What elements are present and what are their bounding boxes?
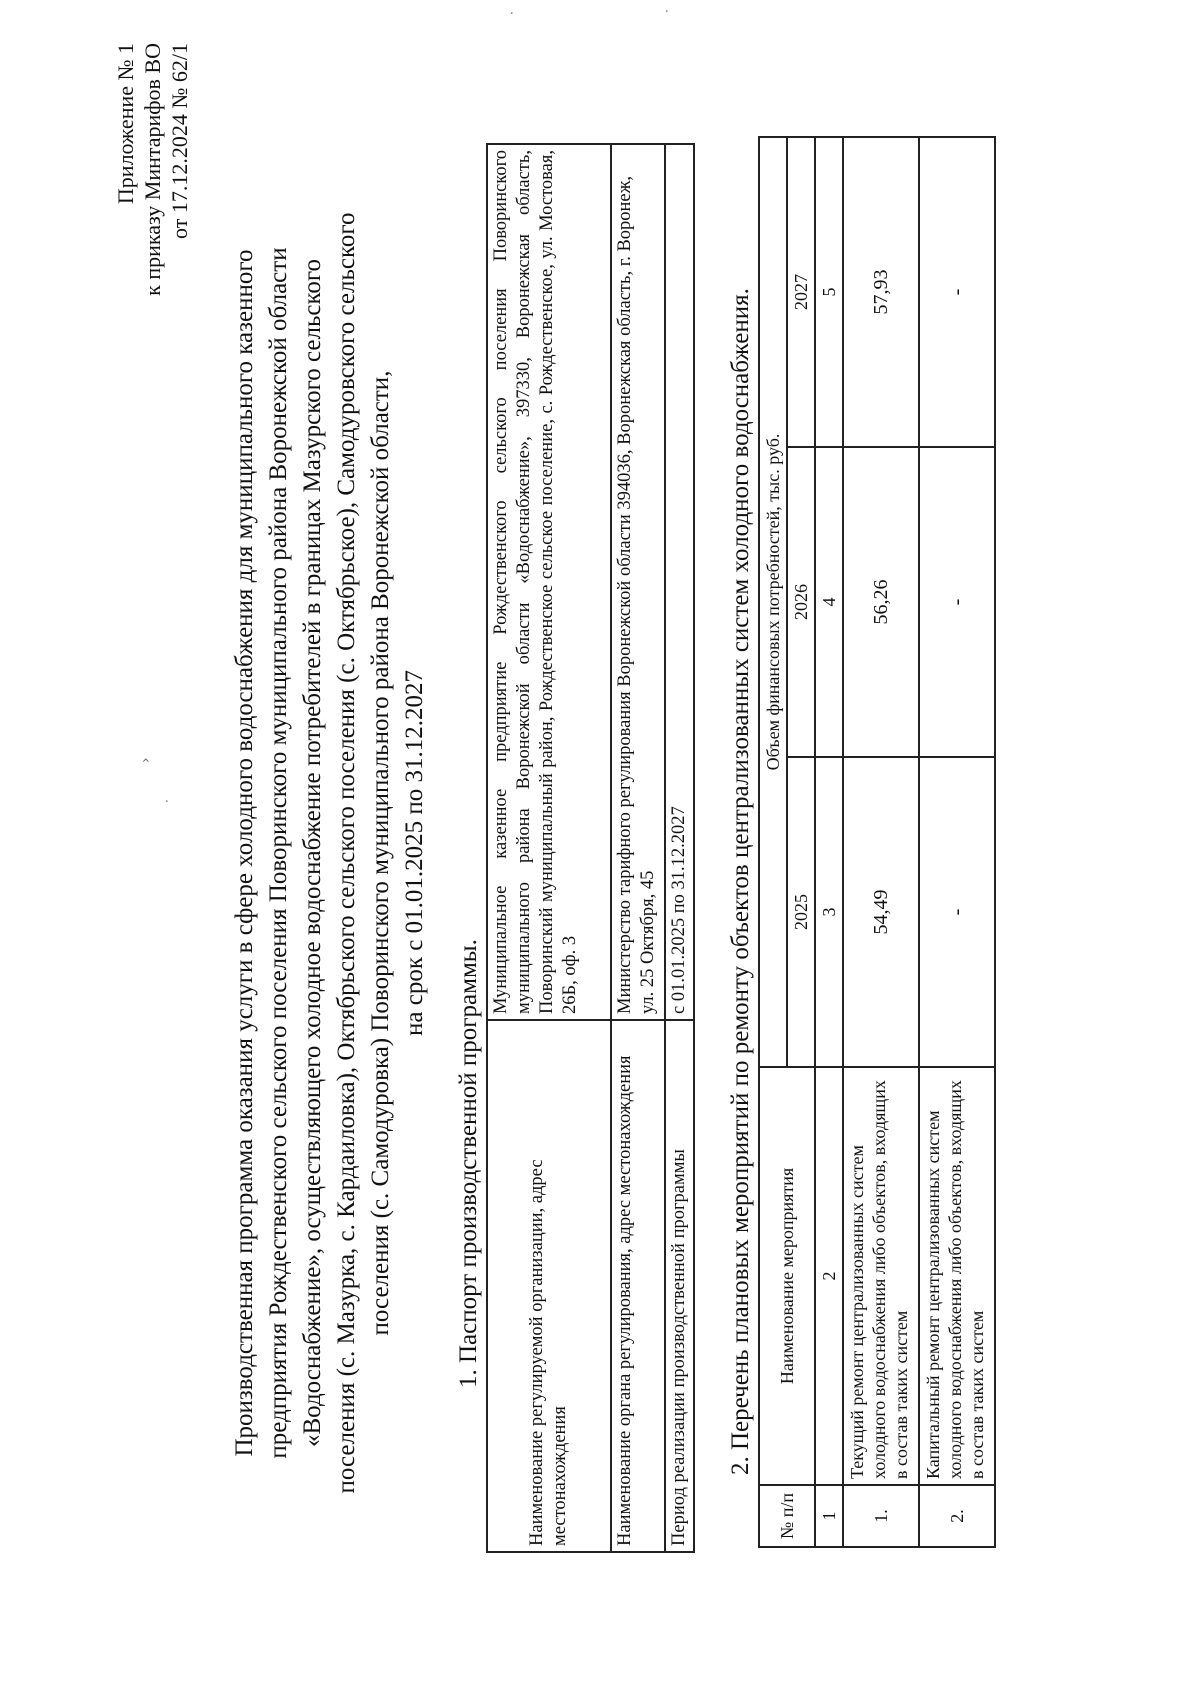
passport-label: Период реализации производственной программы: [665, 1020, 694, 1552]
header-year-2025: 2025: [787, 757, 815, 1067]
value-2025: -: [919, 757, 995, 1067]
appendix-order: к приказу Минтарифов ВО: [140, 43, 165, 296]
section-1-heading: 1. Паспорт производственной программы.: [455, 939, 482, 1388]
column-number: 1: [815, 1485, 843, 1547]
value-2026: 56,26: [843, 447, 919, 757]
value-2026: -: [919, 447, 995, 757]
table-row: [843, 137, 919, 1547]
header-volume: Объем финансовых потребностей, тыс. руб.: [759, 137, 787, 1067]
column-number: 3: [815, 757, 843, 1067]
passport-value: Муниципальное казенное предприятие Рождественского сельского поселения Поворинского муниципального района Воронежской области «Водоснабжение», 397330, Воронежская область, Поворинский муниципальный район, Рождественское сельское поселение, с. Рождественское, ул. Мостовая, 26Б, оф. 3: [487, 144, 611, 1020]
document-title: [228, 153, 432, 1553]
column-number: 2: [815, 1067, 843, 1485]
scan-speck: ›: [138, 757, 154, 763]
row-number: 2.: [919, 1485, 995, 1547]
value-2027: -: [919, 137, 995, 447]
measures-table: [758, 136, 996, 1548]
header-name: Наименование мероприятия: [759, 1067, 815, 1485]
table-row: [611, 144, 665, 1552]
title-line-3: «Водоснабжение», осуществляющего холодное водоснабжение потребителей в границах Мазурского сельского: [299, 259, 326, 1447]
passport-table: [486, 143, 695, 1553]
title-line-1: Производственная программа оказания услуги в сфере холодного водоснабжения для муниципального казенного: [231, 249, 258, 1457]
table-row: [919, 137, 995, 1547]
header-year-2026: 2026: [787, 447, 815, 757]
appendix-number: Приложение № 1: [113, 43, 138, 205]
appendix-date: от 17.12.2024 № 62/1: [167, 43, 192, 239]
appendix-reference: [112, 43, 193, 343]
table-row: [487, 144, 611, 1552]
value-2027: 57,93: [843, 137, 919, 447]
passport-value: с 01.01.2025 по 31.12.2027: [665, 144, 694, 1020]
title-line-5: поселения (с. Самодуровка) Поворинского муниципального района Воронежской области,: [367, 370, 394, 1336]
column-number: 5: [815, 137, 843, 447]
section-2-heading: 2. Перечень плановых мероприятий по ремонту объектов централизованных систем холодного водоснабжения.: [727, 288, 754, 1475]
row-number: 1.: [843, 1485, 919, 1547]
value-2025: 54,49: [843, 757, 919, 1067]
measure-name: Текущий ремонт централизованных систем холодного водоснабжения либо объектов, входящих в состав таких систем: [843, 1067, 919, 1485]
scan-speck: ·: [660, 9, 674, 13]
title-line-2: предприятия Рождественского сельского поселения Поворинского муниципального района Воронежской области: [265, 247, 292, 1459]
measure-name: Капитальный ремонт централизованных систем холодного водоснабжения либо объектов, входящих в состав таких систем: [919, 1067, 995, 1485]
passport-label: Наименование регулируемой организации, адрес местонахождения: [487, 1020, 611, 1552]
scan-speck: ·: [160, 799, 174, 803]
header-year-2027: 2027: [787, 137, 815, 447]
column-number-row: [815, 137, 843, 1547]
title-line-6: на срок с 01.01.2025 по 31.12.2027: [401, 670, 428, 1036]
table-header-row: [759, 137, 787, 1547]
passport-value: Министерство тарифного регулирования Воронежской области 394036, Воронежская область, г. Воронеж, ул. 25 Октября, 45: [611, 144, 665, 1020]
scan-speck: ·: [505, 11, 519, 15]
passport-label: Наименование органа регулирования, адрес местонахождения: [611, 1020, 665, 1552]
title-line-4: поселения (с. Мазурка, с. Кардаиловка), Октябрьского сельского поселения (с. Октябрьское), Самодуровского сельского: [333, 212, 360, 1494]
column-number: 4: [815, 447, 843, 757]
table-row: [665, 144, 694, 1552]
header-num: № п/п: [759, 1485, 815, 1547]
